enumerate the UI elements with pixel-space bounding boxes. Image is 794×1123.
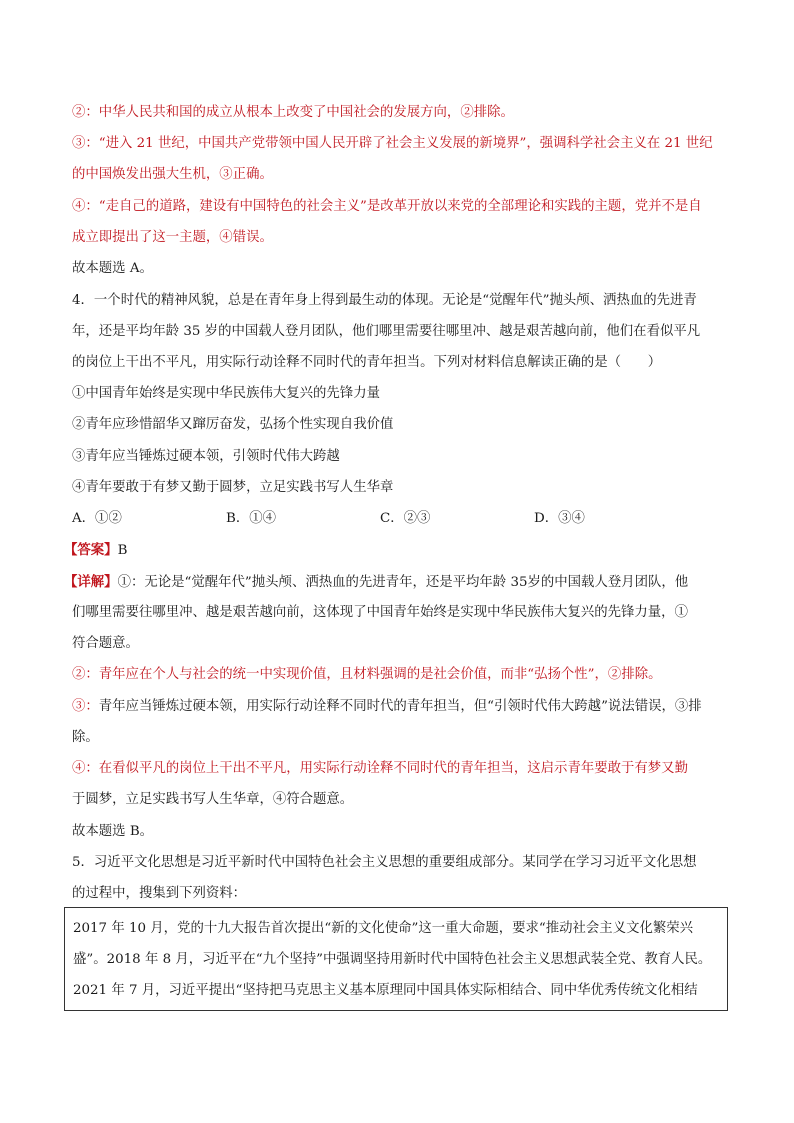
- q4-option-c: C．②③: [380, 511, 431, 526]
- q4-detail-3-cont: 除。: [72, 730, 99, 745]
- answer-value: B: [117, 543, 128, 558]
- q3-analysis-point-4-cont: 成立即提出了这一主题，④错误。: [72, 230, 273, 245]
- q4-conclusion: 故本题选 B。: [72, 824, 154, 839]
- q4-stem-line-1: 4．一个时代的精神风貌，总是在青年身上得到最生动的体现。无论是“觉醒年代”抛头颅、洒热血的先进青: [72, 293, 697, 308]
- q4-stem-line-2: 年，还是平均年龄 35 岁的中国载人登月团队，他们哪里需要往哪里冲、越是艰苦越向前，他们在看似平凡: [72, 324, 701, 339]
- q4-detail-2: ②：青年应在个人与社会的统一中实现价值，且材料强调的是社会价值，而非“弘扬个性”，②排除。: [72, 667, 662, 682]
- q4-statement-1: ①中国青年始终是实现中华民族伟大复兴的先锋力量: [72, 386, 380, 401]
- q3-analysis-point-2: ②：中华人民共和国的成立从根本上改变了中国社会的发展方向，②排除。: [72, 105, 514, 120]
- q3-analysis-point-4: ④：“走自己的道路，建设有中国特色的社会主义”是改革开放以来党的全部理论和实践的主题，党并不是自: [72, 199, 702, 214]
- q4-statement-4: ④青年要敢于有梦又勤于圆梦，立足实践书写人生华章: [72, 480, 394, 495]
- q4-statement-3: ③青年应当锤炼过硬本领，引领时代伟大跨越: [72, 449, 340, 464]
- q4-detail-3: ③：青年应当锤炼过硬本领，用实际行动诠释不同时代的青年担当，但“引领时代伟大跨越”说法错误，③排: [72, 699, 702, 714]
- q5-stem-line-1: 5．习近平文化思想是习近平新时代中国特色社会主义思想的重要组成部分。某同学在学习习近平文化思想: [72, 855, 697, 870]
- q4-answer: [64, 540, 724, 561]
- q4-detail-1: [64, 572, 724, 593]
- material-line-1: 2017 年 10 月，党的十九大报告首次提出“新的文化使命”这一重大命题，要求“推动社会主义文化繁荣兴: [73, 921, 694, 936]
- q4-detail-1-cont: 们哪里需要往哪里冲、越是艰苦越向前，这体现了中国青年始终是实现中华民族伟大复兴的先锋力量，①: [72, 605, 688, 620]
- q4-stem-line-3: 的岗位上干出不平凡，用实际行动诠释不同时代的青年担当。下列对材料信息解读正确的是（ ）: [72, 355, 662, 370]
- detail-point-3: 青年应当锤炼过硬本领，用实际行动诠释不同时代的青年担当，但“引领时代伟大跨越”说法错误，③排: [98, 699, 702, 714]
- q4-option-d: D．③④: [534, 511, 585, 526]
- answer-label: 【答案】: [64, 542, 118, 558]
- detail-point-1: ①：无论是“觉醒年代”抛头颅、洒热血的先进青年，还是平均年龄 35岁的中国载人登月团队，他: [117, 575, 689, 590]
- q3-conclusion: 故本题选 A。: [72, 261, 153, 276]
- q5-material-box: [64, 907, 728, 1011]
- q4-option-b: B．①④: [226, 511, 277, 526]
- q4-option-a: A．①②: [72, 511, 122, 526]
- detail-label: 【详解】: [64, 574, 118, 590]
- q4-detail-4: ④：在看似平凡的岗位上干出不平凡，用实际行动诠释不同时代的青年担当，这启示青年要敢于有梦又勤: [72, 761, 688, 776]
- q4-detail-1-cont-2: 符合题意。: [72, 636, 139, 651]
- q3-analysis-point-3: ③：“进入 21 世纪，中国共产党带领中国人民开辟了社会主义发展的新境界”，强调科学社会主义在 21 世纪: [72, 136, 713, 151]
- material-line-2: 盛”。2018 年 8 月，习近平在“九个坚持”中强调坚持用新时代中国特色社会主义思想武装全党、教育人民。: [73, 952, 712, 967]
- q4-detail-4-cont: 于圆梦，立足实践书写人生华章，④符合题意。: [72, 792, 354, 807]
- q3-analysis-point-3-cont: 的中国焕发出强大生机，③正确。: [72, 167, 273, 182]
- material-line-3: 2021 年 7 月，习近平提出“坚持把马克思主义基本原理同中国具体实际相结合、同中华优秀传统文化相结: [73, 983, 698, 998]
- q5-stem-line-2: 的过程中，搜集到下列资料：: [72, 886, 247, 901]
- q4-statement-2: ②青年应珍惜韶华又蹿厉奋发，弘扬个性实现自我价值: [72, 417, 394, 432]
